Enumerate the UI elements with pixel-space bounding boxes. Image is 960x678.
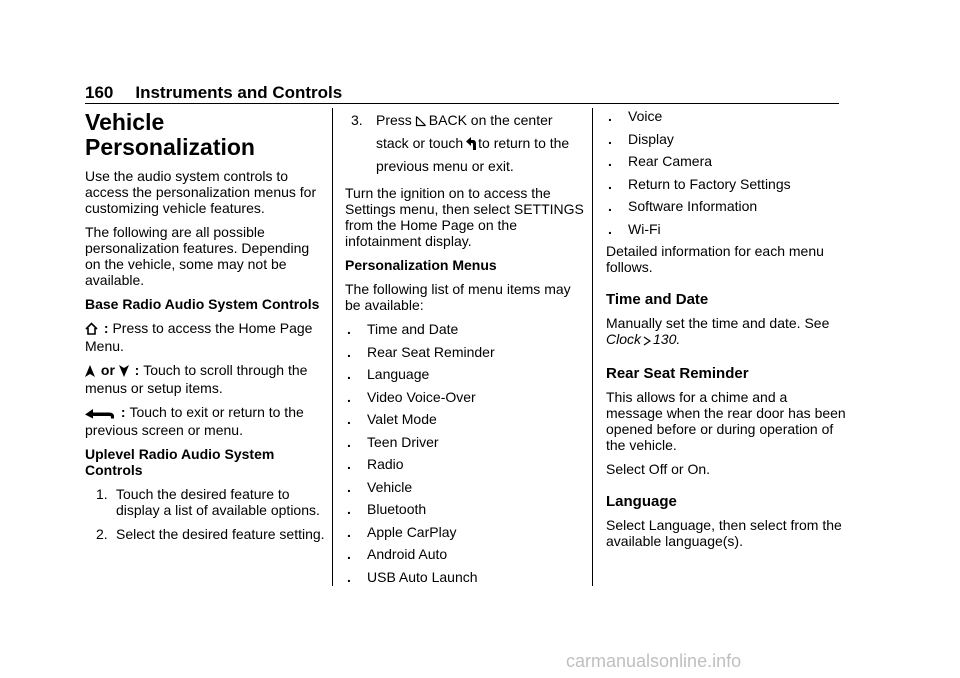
page-title [85,110,325,160]
home-icon [85,322,98,338]
step-number: 3. [351,112,363,128]
arrows-colon: : [130,362,144,378]
menus-heading: Personalization Menus [345,257,497,273]
arrows-text: Touch to scroll through the menus or setup items. [85,362,308,396]
list-item: . Return to Factory Settings [606,176,846,192]
back-paragraph [85,404,325,438]
arrows-paragraph [85,362,325,396]
ignition-paragraph: Turn the ignition on to access the Settings menu, then select SETTINGS from the Home Page on the infotainment display. [345,185,584,249]
home-paragraph [85,320,325,354]
column-divider-1 [332,108,333,586]
section-title: Instruments and Controls [135,83,343,102]
step-number: 2. [96,526,108,542]
home-colon: : [100,320,113,336]
list-item: . Software Information [606,198,846,214]
or-word: or [97,362,119,378]
page-number: 160 [85,83,114,102]
list-item: . Radio [345,456,585,472]
down-arrow-icon [119,364,129,380]
step3-text-c: to return to the previous menu or exit. [376,135,570,174]
uplevel-heading: Uplevel Radio Audio System Controls [85,446,275,478]
rear-seat-paragraph: This allows for a chime and a message when the rear door has been opened before or during operation of the vehicle. [606,389,846,453]
possible-paragraph: The following are all possible personalization features. Depending on the vehicle, some may not be available. [85,224,310,288]
period: . [676,331,681,347]
list-item: . Vehicle [345,479,585,495]
list-item: . Android Auto [345,546,585,562]
menu-items-list [345,321,585,585]
step-3 [345,110,585,177]
page-header [85,82,839,104]
time-date-heading: Time and Date [606,291,709,308]
column-divider-2 [592,108,593,586]
title-line-2: Personalization [85,134,255,160]
rear-seat-select: Select Off or On. [606,461,711,477]
language-paragraph: Select Language, then select from the available language(s). [606,517,842,549]
clock-page-number: 130 [653,331,677,347]
home-text: Press to access the Home Page Menu. [85,320,313,354]
intro-paragraph: Use the audio system controls to access the personalization menus for customizing vehicle features. [85,168,317,216]
step-number: 1. [96,486,108,502]
back-colon: : [117,404,130,420]
steps-list [85,486,325,542]
step-text: Touch the desired feature to display a list of available options. [116,486,320,518]
title-line-1: Vehicle [85,109,165,135]
list-item: . Display [606,131,846,147]
time-date-text: Manually set the time and date. See [606,315,830,331]
list-item: . Bluetooth [345,501,585,517]
menu-items-list-continued [606,108,846,237]
list-item: . Voice [606,108,846,124]
list-item: . Valet Mode [345,411,585,427]
detailed-paragraph: Detailed information for each menu follows. [606,243,824,275]
step3-text-a: Press [376,112,412,128]
step3-text-b: BACK on the center stack or touch [376,112,553,151]
list-item: . USB Auto Launch [345,569,585,585]
up-arrow-icon [85,364,95,380]
list-item: . Rear Seat Reminder [345,344,585,360]
menus-intro: The following list of menu items may be available: [345,281,571,313]
language-heading: Language [606,493,677,510]
list-item [85,486,325,518]
step-text: Select the desired feature setting. [116,526,325,542]
base-heading: Base Radio Audio System Controls [85,296,320,312]
back-text: Touch to exit or return to the previous screen or menu. [85,404,304,438]
back-arrow-icon [466,135,476,156]
back-icon [85,406,115,422]
column-3 [606,108,846,557]
list-item: . Rear Camera [606,153,846,169]
watermark: carmanualsonline.info [566,651,742,671]
back-circle-icon [415,112,427,133]
list-item: . Language [345,366,585,382]
clock-reference-link[interactable]: Clock [606,331,642,347]
list-item: . Apple CarPlay [345,524,585,540]
page-ref-icon [643,333,651,349]
list-item: . Teen Driver [345,434,585,450]
list-item [85,526,325,542]
list-item: . Video Voice-Over [345,389,585,405]
list-item: . Wi-Fi [606,221,846,237]
list-item: . Time and Date [345,321,585,337]
column-1 [85,108,325,550]
column-2 [345,108,585,591]
rear-seat-heading: Rear Seat Reminder [606,365,749,382]
time-date-paragraph [606,315,846,349]
